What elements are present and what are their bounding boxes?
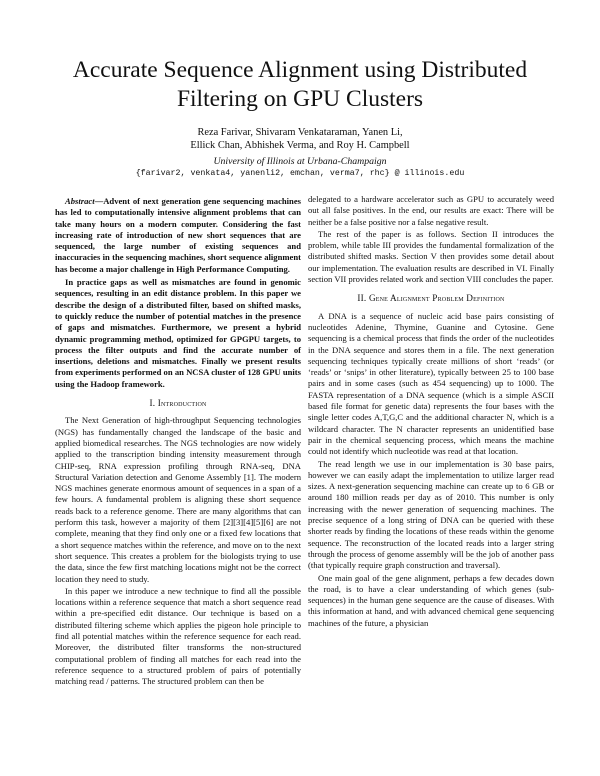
- intro-paragraph-1: The Next Generation of high-throughput Sequencing technologies (NGS) has fundamentally changed the landscape of the basic and applied biomedical researches. The NGS technologies are now widely applied to the transcription binding intensity measurement through CHIP-seq, RNA expression profiling through RNA-seq, DNA Structural Variation detection and Genome Assembly [1]. The modern NGS machines generate enormous amount of sequences in a span of a few hours. A fundamental problem is aligning these short sequence reads back to a reference genome. There are many algorithms that can perform this task, however a majority of them [2][3][4][5][6] are not complete, meaning that they find only one or a fixed few locations that a short sequence matches within the reference, and move on to the next short sequence. This creates a problem for the biologists trying to use the data, since the few first matching locations might not be the correct location they need to study.: [55, 415, 301, 584]
- outline-paragraph: The rest of the paper is as follows. Section II introduces the problem, while table III provides the fundamental formalization of the distributed shifted masks. Section V then provides some detail about our implementation. The evaluation results are described in VI. Finally section VII provides related work and section VIII concludes the paper.: [308, 228, 554, 285]
- title-line-2: Filtering on GPU Clusters: [176, 86, 424, 112]
- authors-line-2: Ellick Chan, Abhishek Verma, and Roy H. Campbell: [190, 140, 410, 152]
- problem-definition-body: [308, 311, 554, 629]
- right-column: [308, 194, 554, 630]
- section-title: Gene Alignment Problem Definition: [368, 293, 505, 304]
- author-list: [60, 126, 540, 153]
- definition-paragraph-3: One main goal of the gene alignment, perhaps a few decades down the road, is to have a clear understanding of which genes (sub-sequences) in the human gene sequence are the cause of diseases. With this information at hand, and with advanced chemical gene sequencing machines of the future, a physician: [308, 572, 554, 628]
- abstract-text-1: —Advent of next generation gene sequencing machines has led to computationally intensive alignment problems that can take many hours on a modern computer. Considering the fast increasing rate of introduction of new short sequences that are sequenced, the large number of existing sequences and inaccuracies in the sequencing machines, short sequence alignment has become a major challenge in High Performance Computing.: [55, 196, 301, 274]
- authors-line-1: Reza Farivar, Shivaram Venkataraman, Yanen Li,: [197, 127, 403, 138]
- introduction-continued: [308, 194, 554, 285]
- intro-paragraph-continued: delegated to a hardware accelerator such as GPU to accurately weed out all false positives. In the end, our results are exact: There will be neither be a false positive nor a false negative result.: [308, 194, 554, 227]
- abstract-paragraph-2: In practice gaps as well as mismatches are found in genomic sequences, resulting in an edit distance problem. In this paper we describe the design of a distributed filter, based on shifted masks, to quickly reduce the number of potential matches in the presence of gaps and mismatches. Furthermore, we present a hybrid dynamic programming method, optimized for GPGPU targets, to process the filter outputs and find the accurate number of insertions, deletions and mismatches. Finally we present results from experiments performed on an NCSA cluster of 128 GPU units using the Hadoop framework.: [55, 277, 301, 389]
- section-heading-problem-definition: [308, 293, 554, 304]
- abstract: [55, 196, 301, 390]
- author-emails: {farivar2, venkata4, yanenli2, emchan, verma7, rhc} @ illinois.edu: [135, 169, 465, 178]
- section-number: II.: [357, 293, 367, 304]
- abstract-label: Abstract: [65, 196, 95, 206]
- paper-title: [40, 56, 560, 114]
- left-column: [55, 196, 301, 688]
- abstract-paragraph-1: [55, 196, 301, 275]
- introduction-body: [55, 415, 301, 687]
- affiliation: University of Illinois at Urbana-Champaign: [213, 156, 387, 167]
- title-line-1: Accurate Sequence Alignment using Distributed: [72, 57, 528, 83]
- intro-paragraph-2: In this paper we introduce a new technique to find all the possible locations within a reference sequence that match a short sequence read within a pre-specified edit distance. Our technique is based on a distributed filtering scheme which applies the pigeon hole principle to find all potential matches within the reference sequence for each read. Moreover, the distributed filter transforms the non-structured computational problem of finding all matches for each read into the reference sequence to a structured problem of pairs of potentially matching read / patterns. The structured problem can then be: [55, 585, 301, 687]
- section-heading-introduction: [55, 398, 301, 409]
- section-number: I.: [149, 398, 156, 409]
- definition-paragraph-1: A DNA is a sequence of nucleic acid base pairs consisting of nucleotides Adenine, Thymine, Guanine and Cytosine. Gene sequencing is a chemical process that finds the order of the nucleotides in the DNA sequence and stores them in a file. The next generation sequencing techniques typically create millions of short ‘reads’ (or ‘reads’ or ‘snips’ in other literature), typically between 25 to 100 base pairs and in some cases (such as 454 sequencing) up to 1000. The FASTA representation of a DNA sequence (which is a simple ASCII based file format for genetic data) represents the four bases with the single letter codes A,T,G,C and the additional character N, which is a wildcard character. The N character represents an unidentified base pair in the chemical sequencing process, which means the machine could not identify which nucleotide was read at that location.: [308, 310, 554, 457]
- definition-paragraph-2: The read length we use in our implementation is 30 base pairs, however we can easily adapt the implementation to utilize larger read sizes. A next-generation sequencing machine can create up to 6 GB or around 180 million reads per day as of 2010. This number is only increasing with the newer generation of sequencing machines. The precise sequence of a long string of DNA can be queried with these shorter reads by finding the locations of these reads within the genome sequence. The reconstruction of the located reads into a larger string through the process of genome assembly will be the job of another pass (that typically require graph construction and traversal).: [308, 458, 554, 571]
- section-title: Introduction: [157, 398, 207, 409]
